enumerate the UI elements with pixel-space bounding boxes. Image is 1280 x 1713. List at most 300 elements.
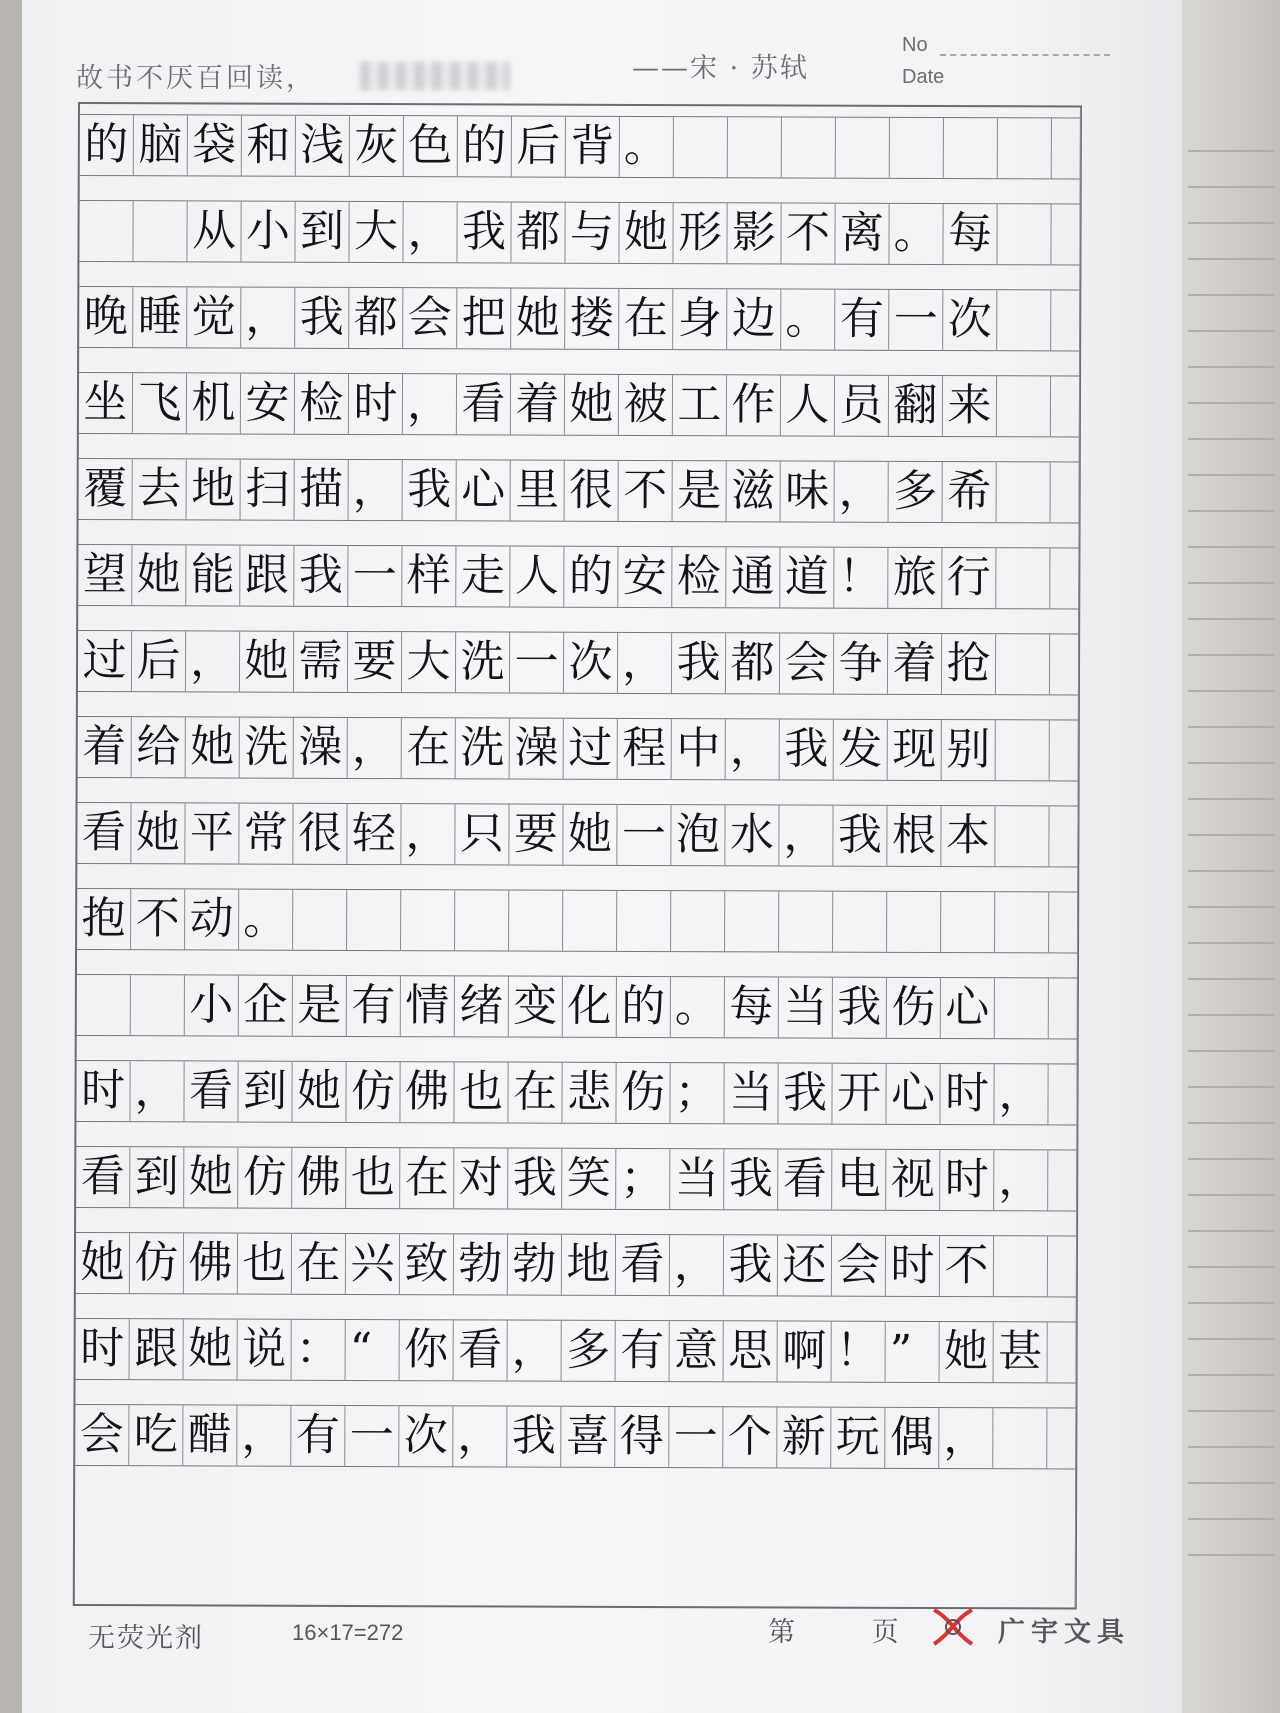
grid-cell: 心 <box>457 460 511 520</box>
grid-cell: 时 <box>886 1236 940 1296</box>
grid-cell: 她 <box>511 289 565 349</box>
page-edge-strip <box>1188 906 1274 908</box>
grid-cell: 我 <box>780 719 834 779</box>
grid-cell: 色 <box>404 116 458 176</box>
grid-cell: 说 <box>238 1320 292 1380</box>
grid-cell: 多 <box>889 462 943 522</box>
grid-cell <box>997 376 1051 436</box>
grid-row <box>79 200 1079 265</box>
grid-cell: 脑 <box>134 115 188 175</box>
grid-cell: 通 <box>726 547 780 607</box>
grid-cell: 在 <box>508 1063 562 1123</box>
grid-cell: 佛 <box>184 1233 238 1293</box>
grid-cell: 要 <box>509 805 563 865</box>
grid-cell: 仿 <box>346 1062 400 1122</box>
grid-row <box>78 630 1078 695</box>
page-edge-strip <box>1188 258 1274 260</box>
grid-cell <box>887 892 941 952</box>
page-edge-strip <box>1188 510 1274 512</box>
grid-cell <box>996 548 1050 608</box>
grid-cell <box>563 891 617 951</box>
grid-cell: 悲 <box>562 1063 616 1123</box>
grid-cell: 翻 <box>889 376 943 436</box>
page-edge-strip <box>1188 1446 1274 1448</box>
no-label: No <box>902 34 928 56</box>
grid-cell: 与 <box>565 203 619 263</box>
page-edge-strip <box>1188 1050 1274 1052</box>
page-edge-strip <box>1188 330 1274 332</box>
grid-cell: 看 <box>457 374 511 434</box>
grid-cell: 有 <box>347 976 401 1036</box>
grid-cell: 检 <box>672 547 726 607</box>
grid-cell: 。 <box>239 890 293 950</box>
grid-cell: 行 <box>942 548 996 608</box>
grid-cell: 水 <box>725 805 779 865</box>
page-edge-strip <box>1188 762 1274 764</box>
grid-cell: 看 <box>616 1235 670 1295</box>
grid-cell: 后 <box>132 631 186 691</box>
grid-cell: 很 <box>293 804 347 864</box>
page-edge-strip <box>1188 1338 1274 1340</box>
grid-cell: 次 <box>564 633 618 693</box>
grid-cell: ， <box>994 1064 1048 1124</box>
grid-cell: 我 <box>294 546 348 606</box>
grid-cell: ， <box>241 288 295 348</box>
grid-cell: 的 <box>80 115 134 175</box>
grid-cell: ， <box>835 462 889 522</box>
grid-cell: ： <box>292 1320 346 1380</box>
grid-cell: 离 <box>835 204 889 264</box>
page-edge-strip <box>1188 618 1274 620</box>
grid-cell: ” <box>886 1322 940 1382</box>
grid-cell <box>997 290 1051 350</box>
grid-cell: 着 <box>78 717 132 777</box>
grid-cell: 吃 <box>129 1405 183 1465</box>
grid-cell: 身 <box>673 289 727 349</box>
grid-cell: 泡 <box>671 805 725 865</box>
grid-cell: 扫 <box>241 460 295 520</box>
grid-cell: 伤 <box>616 1063 670 1123</box>
grid-cell: 我 <box>457 202 511 262</box>
grid-cell <box>671 891 725 951</box>
grid-cell: ！ <box>834 548 888 608</box>
grid-row <box>76 1060 1076 1125</box>
grid-cell: 我 <box>778 1063 832 1123</box>
page-edge-strip <box>1188 402 1274 404</box>
grid-cell: 都 <box>511 203 565 263</box>
grid-cell: 跟 <box>130 1319 184 1379</box>
grid-cell: 只 <box>455 804 509 864</box>
grid-cell: ， <box>779 805 833 865</box>
grid-cell: 到 <box>130 1147 184 1207</box>
grid-cell: 。 <box>620 117 674 177</box>
grid-cell: 时 <box>940 1064 994 1124</box>
grid-row <box>79 458 1079 523</box>
grid-cell: 当 <box>724 1063 778 1123</box>
grid-cell: 我 <box>507 1407 561 1467</box>
grid-cell <box>617 891 671 951</box>
page-edge-strip <box>1188 222 1274 224</box>
grid-cell: 佛 <box>292 1148 346 1208</box>
grid-row <box>77 974 1077 1039</box>
page-edge-strip <box>1188 366 1274 368</box>
grid-cell: 飞 <box>133 373 187 433</box>
page-edge-strip <box>1188 1230 1274 1232</box>
grid-cell: “ <box>346 1320 400 1380</box>
grid-cell: 觉 <box>187 287 241 347</box>
grid-cell: 在 <box>402 718 456 778</box>
grid-cell: 一 <box>669 1407 723 1467</box>
grid-cell: 睡 <box>133 287 187 347</box>
grid-cell: 时 <box>76 1061 130 1121</box>
grid-cell: 视 <box>886 1150 940 1210</box>
grid-cell <box>728 117 782 177</box>
page-edge-strip <box>1188 1302 1274 1304</box>
grid-cell: 地 <box>187 459 241 519</box>
grid-cell: ， <box>401 804 455 864</box>
grid-cell: 她 <box>131 803 185 863</box>
grid-cell: 不 <box>619 461 673 521</box>
page-edge-strip <box>1188 870 1274 872</box>
grid-cell <box>131 975 185 1035</box>
grid-cell: 后 <box>512 117 566 177</box>
grid-cell: 她 <box>186 717 240 777</box>
writing-grid <box>73 102 1082 1609</box>
grid-cell <box>941 892 995 952</box>
grid-cell: 争 <box>834 634 888 694</box>
grid-cell: 道 <box>780 547 834 607</box>
page-edge-strip <box>1188 1554 1274 1556</box>
footer-brand: 广宇文具 <box>998 1617 1130 1648</box>
grid-cell <box>995 978 1049 1038</box>
grid-cell <box>293 890 347 950</box>
grid-cell <box>998 118 1052 178</box>
grid-cell: 她 <box>132 545 186 605</box>
grid-cell: 她 <box>240 632 294 692</box>
blurred-text <box>360 62 510 90</box>
grid-cell: 一 <box>617 805 671 865</box>
grid-cell: 看 <box>184 1061 238 1121</box>
grid-cell: 致 <box>400 1234 454 1294</box>
grid-cell: ， <box>237 1406 291 1466</box>
grid-cell: 描 <box>295 460 349 520</box>
grid-cell: 安 <box>241 374 295 434</box>
grid-cell: 作 <box>727 375 781 435</box>
grid-cell: 能 <box>186 545 240 605</box>
grid-cell: 。 <box>781 289 835 349</box>
grid-cell: 过 <box>564 719 618 779</box>
grid-cell: ， <box>349 460 403 520</box>
grid-cell: 不 <box>131 889 185 949</box>
grid-cell: 时 <box>349 374 403 434</box>
grid-row <box>76 1318 1076 1383</box>
grid-cell: 跟 <box>240 546 294 606</box>
grid-cell: 看 <box>77 803 131 863</box>
grid-cell: 抱 <box>77 889 131 949</box>
grid-cell: 每 <box>725 977 779 1037</box>
page-edge-strip <box>1188 978 1274 980</box>
grid-cell: 过 <box>78 631 132 691</box>
grid-cell: 晚 <box>79 287 133 347</box>
grid-cell: 电 <box>832 1150 886 1210</box>
date-label: Date <box>902 66 945 88</box>
grid-cell: 伤 <box>887 978 941 1038</box>
grid-cell <box>944 118 998 178</box>
page-edge-strip <box>1188 690 1274 692</box>
grid-cell: 也 <box>454 1062 508 1122</box>
grid-row <box>76 1146 1076 1211</box>
page-edge-strip <box>1188 438 1274 440</box>
grid-cell: 心 <box>886 1064 940 1124</box>
grid-cell: 地 <box>562 1235 616 1295</box>
footer-page-label: 第 页 <box>768 1617 933 1648</box>
grid-cell <box>79 201 133 261</box>
grid-cell: 望 <box>78 545 132 605</box>
grid-cell: 和 <box>242 116 296 176</box>
grid-cell: 在 <box>619 289 673 349</box>
grid-cell: ， <box>453 1406 507 1466</box>
page-edge-strip <box>1188 1194 1274 1196</box>
grid-cell: 佛 <box>400 1062 454 1122</box>
grid-cell: 中 <box>672 719 726 779</box>
grid-cell: 旅 <box>888 548 942 608</box>
grid-cell: 来 <box>943 376 997 436</box>
footer-label: 无荧光剂 <box>88 1623 204 1654</box>
page-edge-strip <box>1188 726 1274 728</box>
grid-cell <box>996 720 1050 780</box>
grid-cell: 把 <box>457 288 511 348</box>
grid-cell: 次 <box>943 290 997 350</box>
page-edge-strip <box>1188 654 1274 656</box>
grid-cell <box>347 890 401 950</box>
grid-cell: 看 <box>76 1147 130 1207</box>
grid-cell: 勃 <box>454 1234 508 1294</box>
grid-cell: 我 <box>672 633 726 693</box>
grid-cell: 灰 <box>350 116 404 176</box>
grid-cell: 一 <box>345 1406 399 1466</box>
grid-cell: 喜 <box>561 1407 615 1467</box>
grid-row <box>78 544 1078 609</box>
grid-cell: 得 <box>615 1407 669 1467</box>
grid-cell: 是 <box>673 461 727 521</box>
grid-cell: 坐 <box>79 373 133 433</box>
grid-cell: ！ <box>832 1322 886 1382</box>
grid-cell <box>993 1408 1047 1468</box>
grid-row <box>78 716 1078 781</box>
grid-cell: 有 <box>616 1321 670 1381</box>
grid-cell: 我 <box>724 1149 778 1209</box>
grid-cell: 我 <box>724 1235 778 1295</box>
grid-cell: 一 <box>889 290 943 350</box>
grid-cell: 意 <box>670 1321 724 1381</box>
page-edge <box>1182 0 1280 1713</box>
grid-cell: 现 <box>888 720 942 780</box>
grid-cell: 都 <box>726 633 780 693</box>
grid-cell <box>997 462 1051 522</box>
grid-cell: ， <box>508 1321 562 1381</box>
grid-cell: 醋 <box>183 1405 237 1465</box>
grid-cell: 里 <box>511 461 565 521</box>
grid-cell: 看 <box>778 1149 832 1209</box>
grid-cell: 味 <box>781 461 835 521</box>
grid-cell: 个 <box>723 1407 777 1467</box>
grid-row <box>79 286 1079 351</box>
page-edge-strip <box>1188 546 1274 548</box>
page-edge-strip <box>1188 1158 1274 1160</box>
grid-cell: 工 <box>673 375 727 435</box>
grid-cell: 根 <box>887 806 941 866</box>
grid-cell <box>994 1236 1048 1296</box>
footer-count: 16×17=272 <box>292 1620 404 1645</box>
grid-cell: 动 <box>185 889 239 949</box>
grid-row <box>76 1232 1076 1297</box>
grid-cell: ， <box>618 633 672 693</box>
grid-cell: 人 <box>510 547 564 607</box>
page-edge-strip <box>1188 1122 1274 1124</box>
grid-cell: 不 <box>940 1236 994 1296</box>
grid-cell: 开 <box>832 1064 886 1124</box>
grid-cell: 人 <box>781 375 835 435</box>
grid-cell: 啊 <box>778 1321 832 1381</box>
grid-cell: 员 <box>835 376 889 436</box>
grid-cell: 会 <box>780 633 834 693</box>
page-edge-strip <box>1188 1086 1274 1088</box>
page-edge-strip <box>1188 294 1274 296</box>
grid-cell: ； <box>616 1149 670 1209</box>
grid-cell: 小 <box>185 975 239 1035</box>
grid-cell: 给 <box>132 717 186 777</box>
grid-cell: 化 <box>563 977 617 1037</box>
grid-cell: 形 <box>673 203 727 263</box>
grid-cell <box>77 975 131 1035</box>
grid-row <box>79 372 1079 437</box>
grid-cell: 的 <box>458 116 512 176</box>
grid-cell <box>509 891 563 951</box>
grid-cell: 甚 <box>994 1322 1048 1382</box>
grid-cell: 会 <box>75 1405 129 1465</box>
grid-cell: 发 <box>834 720 888 780</box>
grid-cell <box>779 891 833 951</box>
grid-cell: 每 <box>943 204 997 264</box>
grid-cell: 澡 <box>510 719 564 779</box>
page-edge-strip <box>1188 150 1274 152</box>
grid-cell: 一 <box>510 633 564 693</box>
grid-cell: 绪 <box>455 976 509 1036</box>
brand-logo-icon <box>926 1604 980 1650</box>
grid-cell: 变 <box>509 977 563 1037</box>
grid-cell: 常 <box>239 804 293 864</box>
grid-cell: 有 <box>835 290 889 350</box>
grid-cell: 仿 <box>130 1233 184 1293</box>
grid-cell: 平 <box>185 803 239 863</box>
page-edge-strip <box>1188 186 1274 188</box>
header-author: ——宋 · 苏轼 <box>632 53 809 84</box>
grid-cell <box>995 806 1049 866</box>
grid-cell: 新 <box>777 1407 831 1467</box>
grid-cell: ， <box>939 1408 993 1468</box>
grid-cell: 别 <box>942 720 996 780</box>
grid-cell: ， <box>403 202 457 262</box>
grid-cell: 边 <box>727 289 781 349</box>
grid-cell: 你 <box>400 1320 454 1380</box>
grid-cell: 洗 <box>456 632 510 692</box>
grid-cell: 兴 <box>346 1234 400 1294</box>
grid-cell: 不 <box>781 203 835 263</box>
page-edge-strip <box>1188 1374 1274 1376</box>
grid-cell: 勃 <box>508 1235 562 1295</box>
grid-cell: 有 <box>291 1406 345 1466</box>
grid-cell: 很 <box>565 461 619 521</box>
page-edge-strip <box>1188 582 1274 584</box>
grid-cell: 机 <box>187 373 241 433</box>
grid-cell: 大 <box>402 632 456 692</box>
grid-cell: 轻 <box>347 804 401 864</box>
grid-cell: 从 <box>187 201 241 261</box>
page-edge-strip <box>1188 834 1274 836</box>
grid-cell: 都 <box>349 288 403 348</box>
grid-cell: 的 <box>564 547 618 607</box>
grid-cell: ， <box>670 1235 724 1295</box>
grid-cell: 我 <box>508 1149 562 1209</box>
grid-cell: 袋 <box>188 115 242 175</box>
header-quote: 故书不厌百回读， <box>76 63 316 94</box>
grid-cell: 在 <box>400 1148 454 1208</box>
grid-cell: 洗 <box>240 718 294 778</box>
grid-cell: 样 <box>402 546 456 606</box>
grid-cell: ， <box>186 631 240 691</box>
grid-cell: 她 <box>563 805 617 865</box>
grid-cell <box>836 118 890 178</box>
grid-cell: 着 <box>511 375 565 435</box>
page-edge-strip <box>1188 1482 1274 1484</box>
grid-cell <box>890 118 944 178</box>
grid-cell: ， <box>994 1150 1048 1210</box>
grid-cell: 她 <box>184 1319 238 1379</box>
grid-cell: 到 <box>295 202 349 262</box>
grid-cell: 到 <box>238 1062 292 1122</box>
grid-cell: 背 <box>566 117 620 177</box>
grid-cell: 还 <box>778 1235 832 1295</box>
grid-cell: 她 <box>619 203 673 263</box>
grid-cell: 企 <box>239 976 293 1036</box>
grid-cell: 被 <box>619 375 673 435</box>
grid-cell: 。 <box>671 977 725 1037</box>
grid-cell: 抢 <box>942 634 996 694</box>
grid-cell: 时 <box>940 1150 994 1210</box>
grid-cell <box>725 891 779 951</box>
grid-cell: 影 <box>727 203 781 263</box>
grid-cell: 她 <box>292 1062 346 1122</box>
grid-cell: 会 <box>832 1236 886 1296</box>
grid-cell: 看 <box>454 1320 508 1380</box>
grid-cell: 洗 <box>456 718 510 778</box>
grid-cell: ， <box>403 374 457 434</box>
grid-cell: 玩 <box>831 1408 885 1468</box>
grid-cell: 安 <box>618 547 672 607</box>
grid-cell: 会 <box>403 288 457 348</box>
grid-cell: 情 <box>401 976 455 1036</box>
page-edge-strip <box>1188 1410 1274 1412</box>
grid-row <box>80 114 1080 179</box>
grid-cell: 大 <box>349 202 403 262</box>
grid-cell: 我 <box>833 806 887 866</box>
grid-cell <box>674 117 728 177</box>
grid-cell: 本 <box>941 806 995 866</box>
grid-cell: 需 <box>294 632 348 692</box>
grid-cell: 浅 <box>296 116 350 176</box>
grid-cell <box>833 892 887 952</box>
grid-cell: ， <box>726 719 780 779</box>
